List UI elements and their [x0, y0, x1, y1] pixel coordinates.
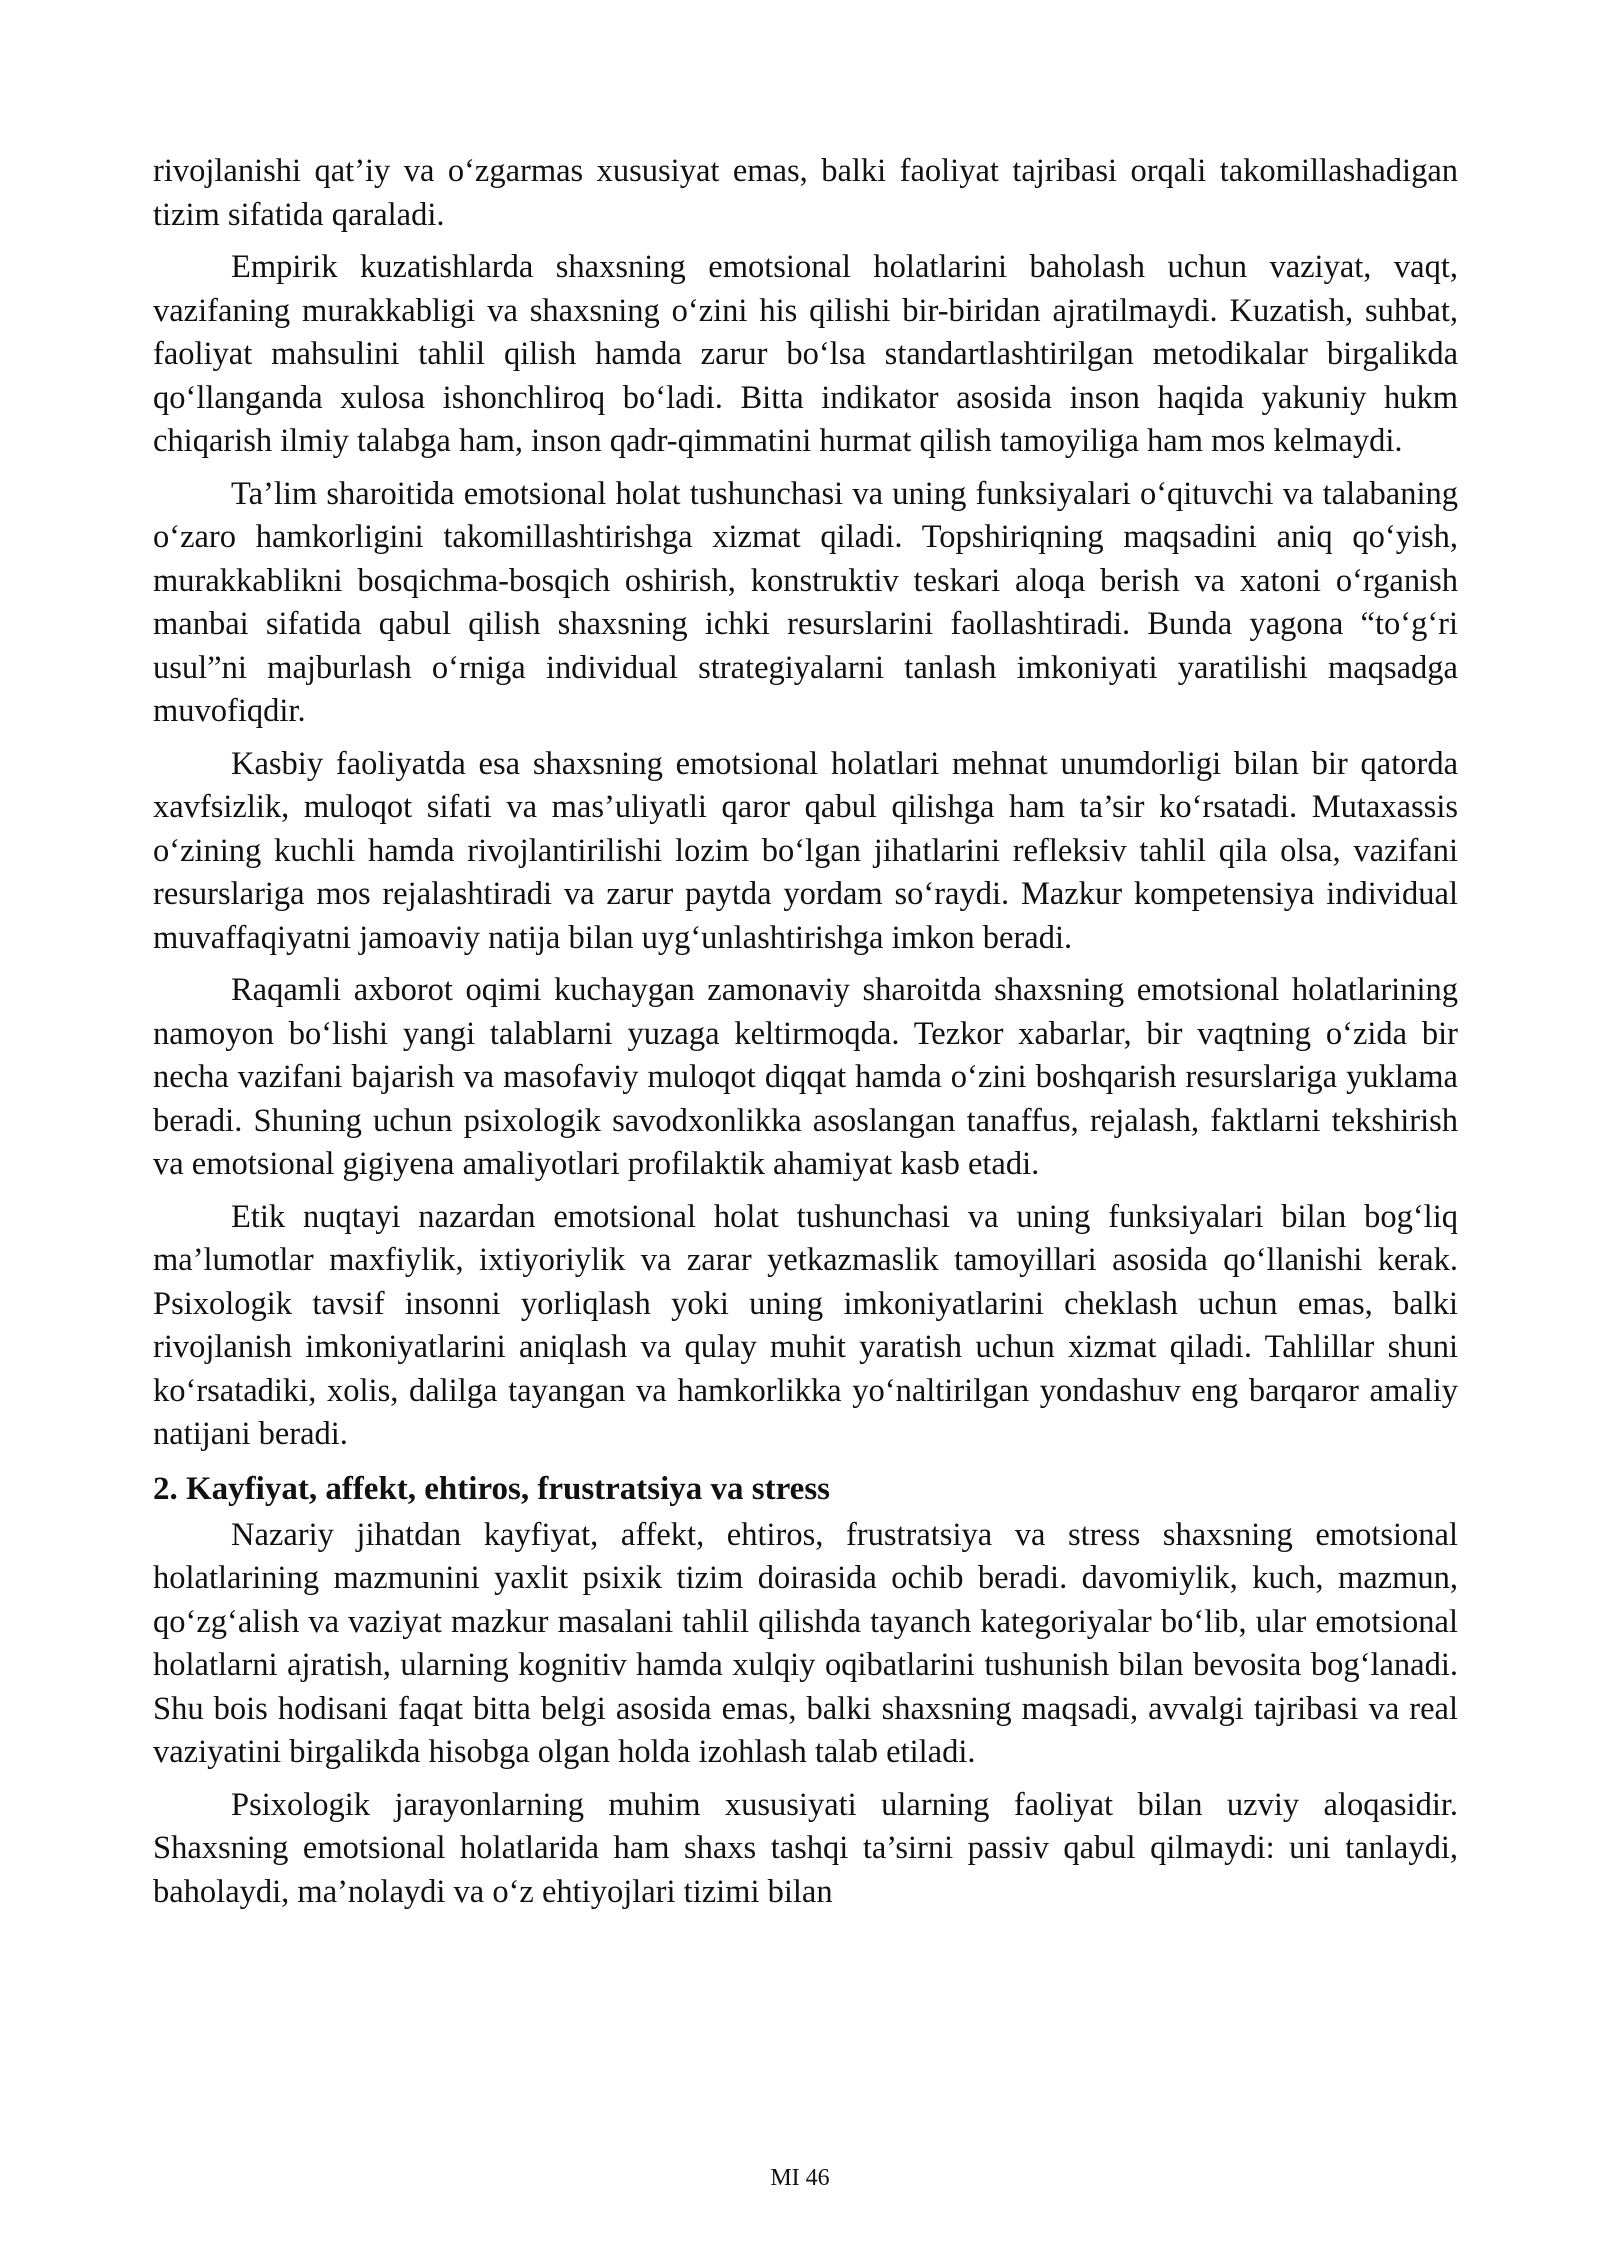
page-number: MI 46	[770, 2165, 830, 2191]
paragraph-psychological-processes: Psixologik jarayonlarning muhim xususiyati ularning faoliyat bilan uzviy aloqasidir. Shaxsning emotsional holatlarida ham shaxs tashqi ta’sirni passiv qabul qilmaydi: uni tanlaydi, baholaydi, ma’nolaydi va o‘z ehtiyojlari tizimi bilan	[153, 1786, 1458, 1910]
paragraph-continued: rivojlanishi qat’iy va o‘zgarmas xususiyat emas, balki faoliyat tajribasi orqali takomillashadigan tizim sifatida qaraladi.	[153, 153, 1458, 233]
page-body	[153, 150, 1458, 1923]
paragraph-theory: Nazariy jihatdan kayfiyat, affekt, ehtiros, frustratsiya va stress shaxsning emotsional holatlarining mazmunini yaxlit psixik tizim doirasida ochib beradi. davomiylik, kuch, mazmun, qo‘zg‘alish va vaziyat mazkur masalani tahlil qilishda tayanch kategoriyalar bo‘lib, ular emotsional holatlarni ajratish, ularning kognitiv hamda xulqiy oqibatlarini tushunish bilan bevosita bog‘lanadi. Shu bois hodisani faqat bitta belgi asosida emas, balki shaxsning maqsadi, avvalgi tajribasi va real vaziyatini birgalikda hisobga olgan holda izohlash talab etiladi.	[153, 1516, 1458, 1770]
paragraph-empirical-observation: Empirik kuzatishlarda shaxsning emotsional holatlarini baholash uchun vaziyat, vaqt, vazifaning murakkabligi va shaxsning o‘zini his qilishi bir-biridan ajratilmaydi. Kuzatish, suhbat, faoliyat mahsulini tahlil qilish hamda zarur bo‘lsa standartlashtirilgan metodikalar birgalikda qo‘llanganda xulosa ishonchliroq bo‘ladi. Bitta indikator asosida inson haqida yakuniy hukm chiqarish ilmiy talabga ham, inson qadr-qimmatini hurmat qilish tamoyiliga ham mos kelmaydi.	[153, 249, 1458, 459]
paragraph-ethics: Etik nuqtayi nazardan emotsional holat tushunchasi va uning funksiyalari bilan bog‘liq ma’lumotlar maxfiylik, ixtiyoriylik va zarar yetkazmaslik tamoyillari asosida qo‘llanishi kerak. Psixologik tavsif insonni yorliqlash yoki uning imkoniyatlarini cheklash uchun emas, balki rivojlanish imkoniyatlarini aniqlash va qulay muhit yaratish uchun xizmat qiladi. Tahlillar shuni ko‘rsatadiki, xolis, dalilga tayangan va hamkorlikka yo‘naltirilgan yondashuv eng barqaror amaliy natijani beradi.	[153, 1198, 1458, 1452]
paragraph-professional-activity: Kasbiy faoliyatda esa shaxsning emotsional holatlari mehnat unumdorligi bilan bir qatorda xavfsizlik, muloqot sifati va mas’uliyatli qaror qabul qilishga ham ta’sir ko‘rsatadi. Mutaxassis o‘zining kuchli hamda rivojlantirilishi lozim bo‘lgan jihatlarini refleksiv tahlil qila olsa, vazifani resurslariga mos rejalashtiradi va zarur paytda yordam so‘raydi. Mazkur kompetensiya individual muvaffaqiyatni jamoaviy natija bilan uyg‘unlashtirishga imkon beradi.	[153, 745, 1458, 956]
paragraph-education: Ta’lim sharoitida emotsional holat tushunchasi va uning funksiyalari o‘qituvchi va talabaning o‘zaro hamkorligini takomillashtirishga xizmat qiladi. Topshiriqning maqsadini aniq qo‘yish, murakkablikni bosqichma-bosqich oshirish, konstruktiv teskari aloqa berish va xatoni o‘rganish manbai sifatida qabul qilish shaxsning ichki resurslarini faollashtiradi. Bunda yagona “to‘g‘ri usul”ni majburlash o‘rniga individual strategiyalarni tanlash imkoniyati yaratilishi maqsadga muvofiqdir.	[153, 475, 1458, 729]
paragraph-digital-information: Raqamli axborot oqimi kuchaygan zamonaviy sharoitda shaxsning emotsional holatlarining namoyon bo‘lishi yangi talablarni yuzaga keltirmoqda. Tezkor xabarlar, bir vaqtning o‘zida bir necha vazifani bajarish va masofaviy muloqot diqqat hamda o‘zini boshqarish resurslariga yuklama beradi. Shuning uchun psixologik savodxonlikka asoslangan tanaffus, rejalash, faktlarni tekshirish va emotsional gigiyena amaliyotlari profilaktik ahamiyat kasb etadi.	[153, 972, 1458, 1182]
section-heading: 2. Kayfiyat, affekt, ehtiros, frustratsiya va stress	[153, 1470, 831, 1507]
